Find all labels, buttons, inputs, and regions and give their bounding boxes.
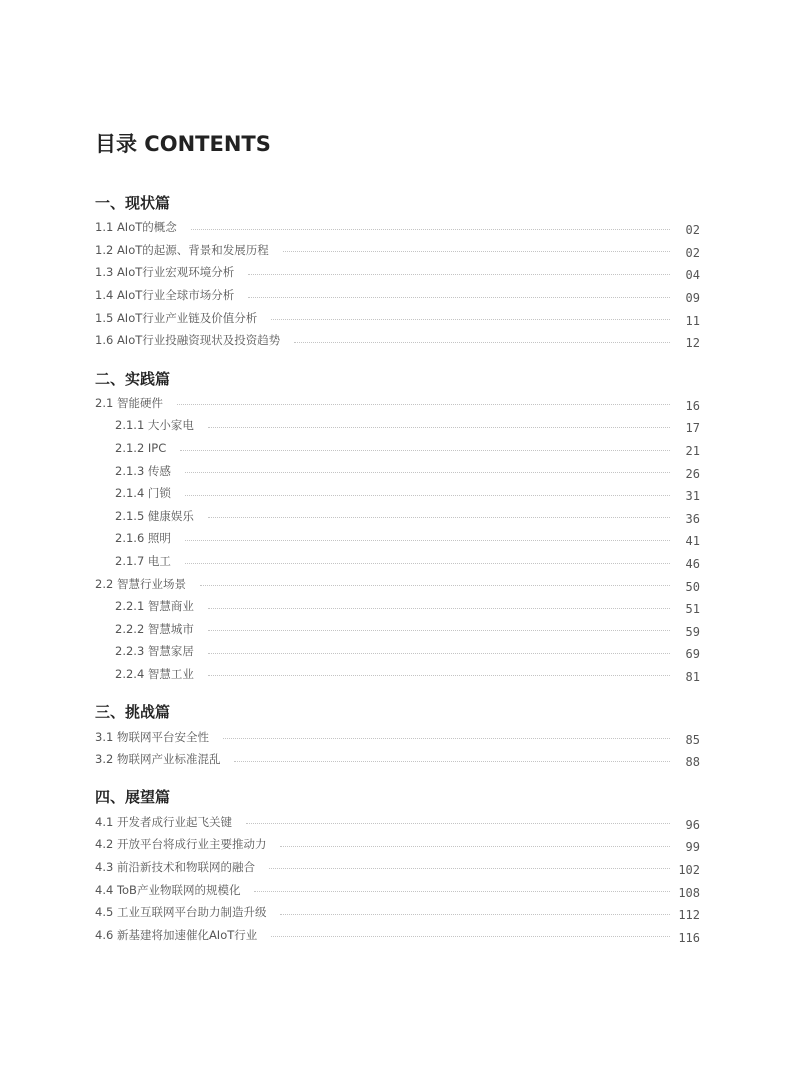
dot-leader — [191, 229, 670, 230]
toc-entry[interactable] — [95, 725, 700, 748]
toc-section — [95, 368, 700, 686]
toc-entry[interactable] — [95, 239, 700, 262]
toc-entry-label: 2.2.2 智慧城市 — [115, 621, 194, 636]
toc-entry[interactable] — [95, 527, 700, 550]
toc-entry-label: 2.2.1 智慧商业 — [115, 599, 194, 614]
toc-entry-label: 2.1.7 电工 — [115, 554, 171, 569]
toc-entry-label: 4.4 ToB产业物联网的规模化 — [95, 882, 241, 897]
toc-entry[interactable] — [95, 901, 700, 924]
section-heading: 四、展望篇 — [95, 788, 171, 807]
toc-page-number: 31 — [685, 489, 700, 504]
dot-leader — [185, 472, 670, 473]
toc-page-number: 51 — [685, 602, 700, 617]
dot-leader — [223, 738, 670, 739]
table-of-contents — [95, 192, 700, 962]
dot-leader — [254, 891, 670, 892]
toc-entry[interactable] — [95, 482, 700, 505]
toc-page-number: 108 — [678, 885, 700, 900]
toc-page-number: 96 — [685, 817, 700, 832]
toc-entry[interactable] — [95, 640, 700, 663]
dot-leader — [208, 630, 670, 631]
toc-page-number: 11 — [685, 313, 700, 328]
toc-entry[interactable] — [95, 459, 700, 482]
toc-entry[interactable] — [95, 856, 700, 879]
dot-leader — [185, 540, 670, 541]
toc-entry[interactable] — [95, 810, 700, 833]
toc-entry-label: 2.1.1 大小家电 — [115, 418, 194, 433]
toc-entry-label: 2.2.4 智慧工业 — [115, 666, 194, 681]
dot-leader — [271, 319, 670, 320]
toc-section — [95, 786, 700, 946]
toc-section — [95, 701, 700, 770]
toc-page-number: 36 — [685, 511, 700, 526]
toc-entry[interactable] — [95, 392, 700, 415]
page-title: 目录 CONTENTS — [95, 132, 271, 156]
toc-entry-label: 2.1.4 门锁 — [115, 486, 171, 501]
toc-page-number: 26 — [685, 466, 700, 481]
toc-entry-label: 2.2.3 智慧家居 — [115, 644, 194, 659]
toc-entry-label: 1.5 AIoT行业产业链及价值分析 — [95, 310, 258, 325]
toc-page-number: 59 — [685, 624, 700, 639]
toc-page-number: 02 — [685, 245, 700, 260]
toc-entry[interactable] — [95, 329, 700, 352]
toc-page-number: 04 — [685, 268, 700, 283]
toc-entry-label: 3.1 物联网平台安全性 — [95, 729, 209, 744]
toc-entry-label: 4.6 新基建将加速催化AIoT行业 — [95, 927, 258, 942]
toc-entry-label: 2.1 智能硬件 — [95, 395, 163, 410]
dot-leader — [248, 274, 670, 275]
toc-page-number: 46 — [685, 557, 700, 572]
toc-entry-label: 1.6 AIoT行业投融资现状及投资趋势 — [95, 333, 281, 348]
toc-page-number: 50 — [685, 579, 700, 594]
dot-leader — [208, 517, 670, 518]
toc-page-number: 102 — [678, 862, 700, 877]
toc-section — [95, 192, 700, 352]
toc-entry-label: 2.1.2 IPC — [115, 441, 167, 456]
dot-leader — [269, 868, 670, 869]
dot-leader — [180, 450, 670, 451]
toc-entry[interactable] — [95, 663, 700, 686]
toc-entry-label: 4.2 开放平台将成行业主要推动力 — [95, 837, 267, 852]
toc-entry[interactable] — [95, 572, 700, 595]
dot-leader — [294, 342, 670, 343]
toc-entry-label: 1.2 AIoT的起源、背景和发展历程 — [95, 242, 269, 257]
toc-page-number: 12 — [685, 336, 700, 351]
toc-page-number: 09 — [685, 291, 700, 306]
dot-leader — [177, 404, 670, 405]
toc-entry-label: 2.1.6 照明 — [115, 531, 171, 546]
toc-entry-label: 4.1 开发者成行业起飞关键 — [95, 814, 232, 829]
toc-entry[interactable] — [95, 748, 700, 771]
toc-entry[interactable] — [95, 261, 700, 284]
toc-entry-label: 1.1 AIoT的概念 — [95, 220, 177, 235]
toc-entry[interactable] — [95, 618, 700, 641]
dot-leader — [280, 914, 670, 915]
dot-leader — [208, 608, 670, 609]
toc-page-number: 116 — [678, 930, 700, 945]
toc-page-number: 16 — [685, 398, 700, 413]
section-heading: 一、现状篇 — [95, 194, 171, 212]
toc-entry-label: 2.2 智慧行业场景 — [95, 576, 186, 591]
toc-page-number: 41 — [685, 534, 700, 549]
dot-leader — [208, 427, 670, 428]
toc-entry-label: 1.3 AIoT行业宏观环境分析 — [95, 265, 235, 280]
toc-page-number: 21 — [685, 444, 700, 459]
dot-leader — [185, 563, 670, 564]
toc-entry[interactable] — [95, 833, 700, 856]
toc-page-number: 112 — [678, 908, 700, 923]
toc-entry[interactable] — [95, 878, 700, 901]
dot-leader — [246, 823, 670, 824]
toc-page-number: 17 — [685, 421, 700, 436]
dot-leader — [208, 675, 670, 676]
toc-page-number: 85 — [685, 732, 700, 747]
toc-entry[interactable] — [95, 306, 700, 329]
toc-entry-label: 1.4 AIoT行业全球市场分析 — [95, 288, 235, 303]
toc-page-number: 69 — [685, 647, 700, 662]
toc-entry-label: 2.1.3 传感 — [115, 463, 171, 478]
section-heading: 二、实践篇 — [95, 369, 171, 388]
toc-entry[interactable] — [95, 437, 700, 460]
toc-entry[interactable] — [95, 284, 700, 307]
dot-leader — [283, 251, 670, 252]
dot-leader — [271, 936, 670, 937]
toc-entry[interactable] — [95, 550, 700, 573]
toc-entry[interactable] — [95, 595, 700, 618]
dot-leader — [208, 653, 670, 654]
toc-entry-label: 4.3 前沿新技术和物联网的融合 — [95, 859, 255, 874]
toc-entry[interactable] — [95, 414, 700, 437]
toc-page-number: 99 — [685, 840, 700, 855]
toc-page-number: 88 — [685, 755, 700, 770]
toc-entry-label: 3.2 物联网产业标准混乱 — [95, 752, 221, 767]
toc-entry-label: 2.1.5 健康娱乐 — [115, 508, 194, 523]
dot-leader — [185, 495, 670, 496]
dot-leader — [200, 585, 670, 586]
dot-leader — [248, 297, 670, 298]
toc-entry[interactable] — [95, 505, 700, 528]
toc-entry[interactable] — [95, 216, 700, 239]
dot-leader — [234, 761, 670, 762]
toc-entry-label: 4.5 工业互联网平台助力制造升级 — [95, 905, 267, 920]
toc-page-number: 81 — [685, 669, 700, 684]
section-heading: 三、挑战篇 — [95, 703, 171, 722]
toc-entry[interactable] — [95, 923, 700, 946]
toc-page-number: 02 — [685, 223, 700, 238]
dot-leader — [280, 846, 670, 847]
